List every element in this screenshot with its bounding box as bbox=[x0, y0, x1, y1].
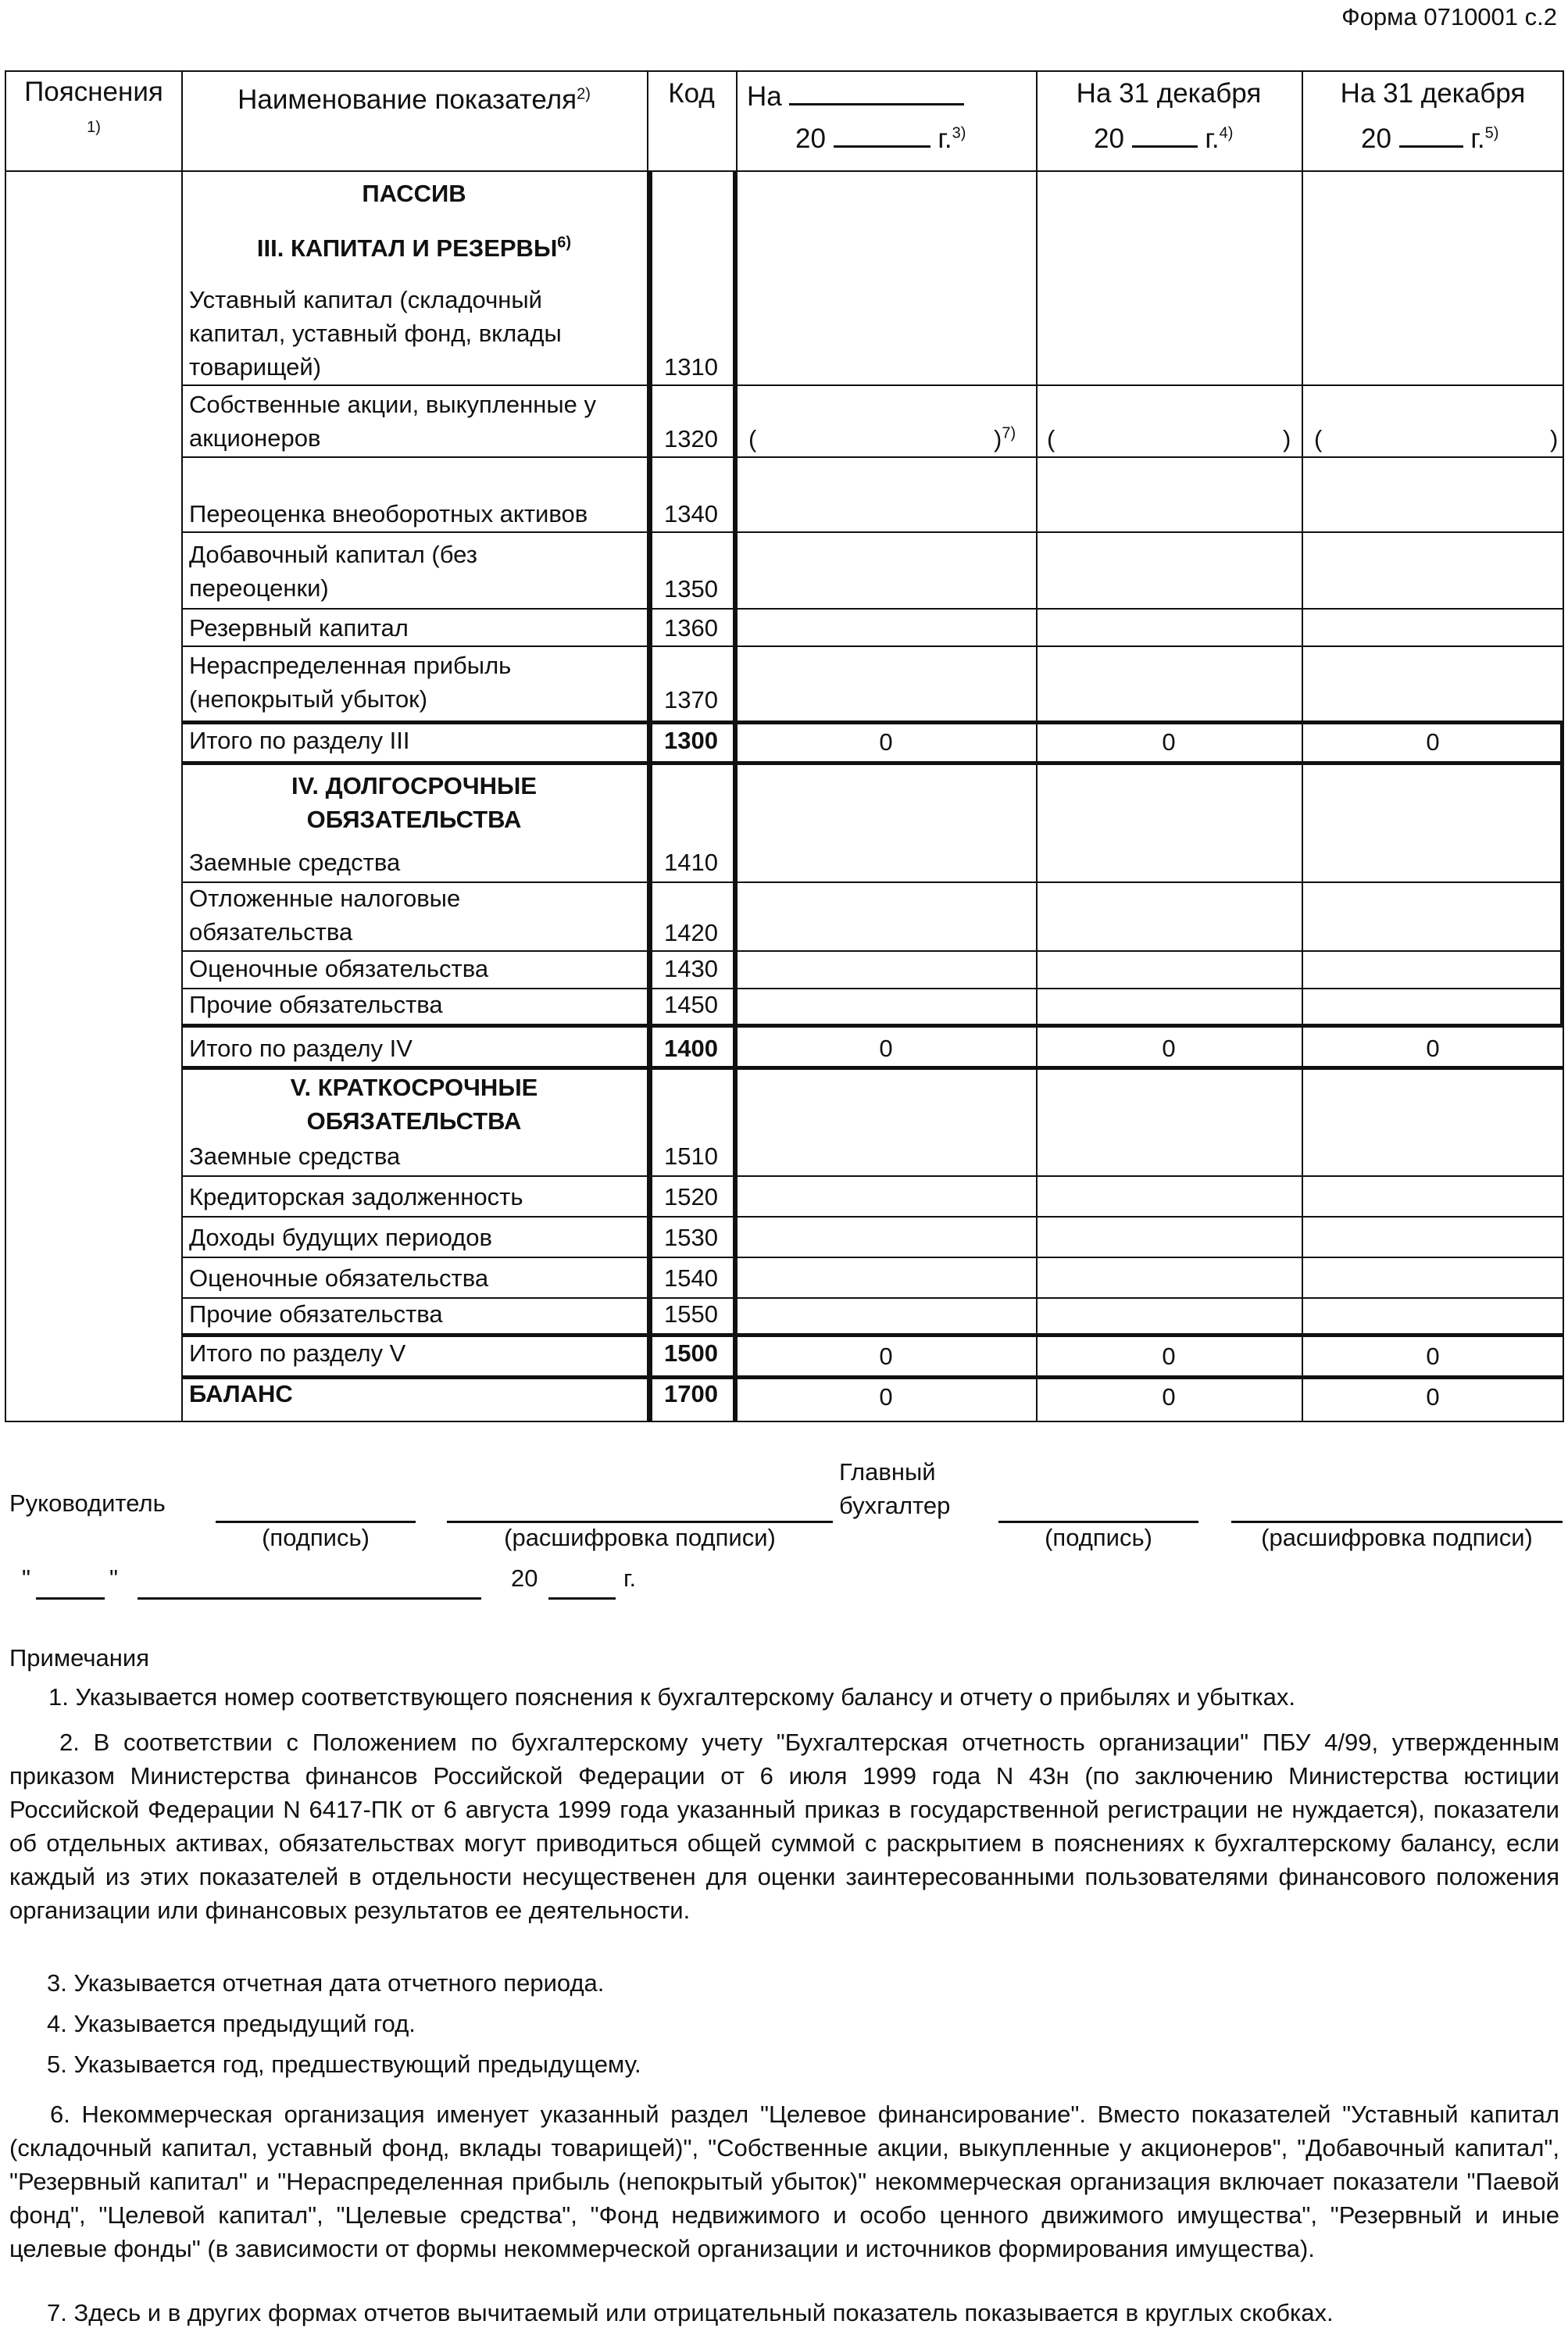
date-month-line[interactable] bbox=[138, 1597, 481, 1600]
row-code-1350: 1350 bbox=[664, 575, 718, 603]
head-signature-caption: (подпись) bbox=[262, 1524, 370, 1551]
row-divider bbox=[181, 1216, 1563, 1218]
row-code-1700: 1700 bbox=[664, 1380, 718, 1407]
col-divider bbox=[181, 72, 183, 1421]
row-divider bbox=[181, 384, 1563, 386]
date-year-prefix: 20 bbox=[511, 1564, 538, 1592]
row-name-1420: Отложенные налоговые обязательства bbox=[189, 885, 461, 946]
paren-close-col3: ) bbox=[1550, 425, 1559, 452]
code-col-right-border bbox=[733, 172, 737, 1421]
row-code-1450: 1450 bbox=[664, 991, 718, 1018]
header-col2-year: 20 г.$^{4)}$ bbox=[1094, 119, 1297, 156]
header-col3-year: 20 г.$^{5)}$ bbox=[1361, 119, 1564, 156]
row-name-1360: Резервный капитал bbox=[189, 614, 409, 642]
note-3: 3. Указывается отчетная дата отчетного периода. bbox=[47, 1969, 605, 1997]
note-7: 7. Здесь и в других формах отчетов вычитаемый или отрицательный показатель показывается в круглых скобках. bbox=[47, 2299, 1334, 2326]
value-1700-col3: 0 bbox=[1426, 1383, 1440, 1411]
chief-signature-line[interactable] bbox=[998, 1521, 1198, 1523]
section-short-term: V. КРАТКОСРОЧНЫЕ ОБЯЗАТЕЛЬСТВА bbox=[290, 1074, 538, 1135]
row-name-1410: Заемные средства bbox=[189, 849, 401, 876]
row-code-1370: 1370 bbox=[664, 686, 718, 713]
row-code-1360: 1360 bbox=[664, 614, 718, 642]
row-code-1550: 1550 bbox=[664, 1300, 718, 1328]
row-name-1340: Переоценка внеоборотных активов bbox=[189, 500, 588, 527]
note-5: 5. Указывается год, предшествующий предыдущему. bbox=[47, 2051, 641, 2078]
header-code: Код bbox=[668, 78, 715, 109]
value-1500-col3: 0 bbox=[1426, 1343, 1440, 1370]
row-name-1300: Итого по разделу III bbox=[189, 727, 410, 754]
row-code-1510: 1510 bbox=[664, 1142, 718, 1170]
row-name-1700: БАЛАНС bbox=[189, 1380, 293, 1407]
row-code-1300: 1300 bbox=[664, 727, 718, 754]
row-divider bbox=[181, 608, 1563, 610]
date-quote-open: " bbox=[22, 1564, 31, 1592]
paren-close-col1: )$^{7)}$ bbox=[994, 424, 1016, 452]
row-divider bbox=[181, 1175, 1563, 1177]
header-indicator-name: Наименование показателя$^{2)}$ bbox=[238, 84, 591, 115]
value-1400-col1: 0 bbox=[879, 1035, 893, 1062]
row-name-1500: Итого по разделу V bbox=[189, 1339, 406, 1367]
header-col2-date: На 31 декабря bbox=[1076, 78, 1262, 109]
section-passive: ПАССИВ bbox=[362, 180, 466, 207]
chief-signature-decode-line[interactable] bbox=[1231, 1521, 1563, 1523]
row-code-1540: 1540 bbox=[664, 1264, 718, 1292]
row-name-1350: Добавочный капитал (без переоценки) bbox=[189, 541, 477, 602]
date-year-line[interactable] bbox=[548, 1597, 616, 1600]
date-day-line[interactable] bbox=[36, 1597, 105, 1600]
row-divider bbox=[181, 645, 1563, 647]
row-code-1500: 1500 bbox=[664, 1339, 718, 1367]
section-long-term: IV. ДОЛГОСРОЧНЫЕ ОБЯЗАТЕЛЬСТВА bbox=[291, 772, 538, 833]
paren-open-col1: ( bbox=[748, 425, 757, 452]
row-divider bbox=[6, 170, 1563, 172]
paren-open-col3: ( bbox=[1314, 425, 1323, 452]
row-divider bbox=[181, 531, 1563, 533]
balance-table bbox=[5, 70, 1564, 1422]
row-code-1340: 1340 bbox=[664, 500, 718, 527]
row-code-1400: 1400 bbox=[664, 1035, 718, 1062]
row-divider bbox=[181, 1066, 1563, 1070]
row-name-1430: Оценочные обязательства bbox=[189, 955, 489, 982]
note-1: 1. Указывается номер соответствующего пояснения к бухгалтерскому балансу и отчету о прибылях и убытках. bbox=[48, 1683, 1295, 1711]
value-1300-col3: 0 bbox=[1426, 728, 1440, 756]
header-col3-date: На 31 декабря bbox=[1340, 78, 1526, 109]
note-2: 2. В соответствии с Положением по бухгалтерскому учету "Бухгалтерская отчетность организации" ПБУ 4/99, утвержденным приказом Министерства финансов Российской Федерации от 6 июля 1999 года N 43н (по заключению Министерства юстиции Российской Федерации N 6417-ПК от 6 августа 1999 года указанный приказ в государственной регистрации не нуждается), показатели об отдельных активах, обязательствах могут приводиться общей суммой с раскрытием в пояснениях к бухгалтерскому балансу, если каждый из этих показателей в отдельности несущественен для оценки заинтересованными пользователями финансового положения организации или финансовых результатов ее деятельности. bbox=[9, 1729, 1559, 1924]
date-year-suffix: г. bbox=[623, 1564, 637, 1592]
value-1400-col2: 0 bbox=[1162, 1035, 1176, 1062]
date-quote-close: " bbox=[109, 1564, 119, 1592]
header-notes: Пояснения 1) bbox=[24, 77, 163, 136]
row-name-1510: Заемные средства bbox=[189, 1142, 401, 1170]
row-code-1530: 1530 bbox=[664, 1224, 718, 1251]
value-1400-col3: 0 bbox=[1426, 1035, 1440, 1062]
row-code-1430: 1430 bbox=[664, 955, 718, 982]
row-name-1520: Кредиторская задолженность bbox=[189, 1183, 523, 1210]
code-col-left-border bbox=[648, 172, 652, 1421]
row-name-1540: Оценочные обязательства bbox=[189, 1264, 489, 1292]
head-label: Руководитель bbox=[9, 1489, 166, 1517]
row-divider bbox=[181, 1257, 1563, 1258]
row-name-1400: Итого по разделу IV bbox=[189, 1035, 413, 1062]
value-1300-col1: 0 bbox=[879, 728, 893, 756]
row-name-1550: Прочие обязательства bbox=[189, 1300, 443, 1328]
row-name-1530: Доходы будущих периодов bbox=[189, 1224, 492, 1251]
row-divider bbox=[181, 456, 1563, 458]
value-1500-col2: 0 bbox=[1162, 1343, 1176, 1370]
form-code: Форма 0710001 с.2 bbox=[1341, 3, 1557, 30]
value-1700-col1: 0 bbox=[879, 1383, 893, 1411]
row-divider bbox=[181, 1024, 1563, 1028]
header-col1-date: На bbox=[747, 77, 1028, 113]
value-1700-col2: 0 bbox=[1162, 1383, 1176, 1411]
head-signature-line[interactable] bbox=[216, 1521, 416, 1523]
row-code-1410: 1410 bbox=[664, 849, 718, 876]
header-col1-year: 20 г.$^{3)}$ bbox=[795, 119, 1030, 156]
paren-close-col2: ) bbox=[1283, 425, 1291, 452]
row-name-1370: Нераспределенная прибыль (непокрытый убыток) bbox=[189, 652, 512, 713]
row-code-1320: 1320 bbox=[664, 425, 718, 452]
row-name-1450: Прочие обязательства bbox=[189, 991, 443, 1018]
chief-signature-caption: (подпись) bbox=[1045, 1524, 1152, 1551]
section-capital-reserves: III. КАПИТАЛ И РЕЗЕРВЫ$^{6)}$ bbox=[256, 234, 572, 262]
note-6: 6. Некоммерческая организация именует указанный раздел "Целевое финансирование". Вместо показателей "Уставный капитал (складочный капитал, уставный фонд, вклады товарищей)", "Собственные акции, выкупленные у акционеров", "Добавочный капитал", "Резервный капитал" и "Нераспределенная прибыль (непокрытый убыток)" некоммерческая организация включает показатели "Паевой фонд", "Целевой капитал", "Целевые средства", "Фонд недвижимого и особо ценного движимого имущества", "Резервный и иные целевые фонды" (в зависимости от формы некоммерческой организации и источников формирования имущества). bbox=[9, 2101, 1559, 2262]
paren-open-col2: ( bbox=[1047, 425, 1055, 452]
row-name-1310: Уставный капитал (складочный капитал, уставный фонд, вклады товарищей) bbox=[189, 286, 562, 381]
row-code-1520: 1520 bbox=[664, 1183, 718, 1210]
notes-title: Примечания bbox=[9, 1644, 149, 1672]
chief-accountant-label: Главный бухгалтер bbox=[839, 1458, 951, 1519]
table-right-thick-border bbox=[1560, 721, 1564, 1025]
row-name-1320: Собственные акции, выкупленные у акционеров bbox=[189, 391, 597, 452]
head-signature-decode-caption: (расшифровка подписи) bbox=[504, 1524, 776, 1551]
note-4: 4. Указывается предыдущий год. bbox=[47, 2010, 416, 2037]
value-1500-col1: 0 bbox=[879, 1343, 893, 1370]
row-code-1310: 1310 bbox=[664, 353, 718, 381]
row-code-1420: 1420 bbox=[664, 919, 718, 946]
head-signature-decode-line[interactable] bbox=[447, 1521, 833, 1523]
chief-signature-decode-caption: (расшифровка подписи) bbox=[1261, 1524, 1533, 1551]
value-1300-col2: 0 bbox=[1162, 728, 1176, 756]
row-divider bbox=[181, 761, 1563, 765]
